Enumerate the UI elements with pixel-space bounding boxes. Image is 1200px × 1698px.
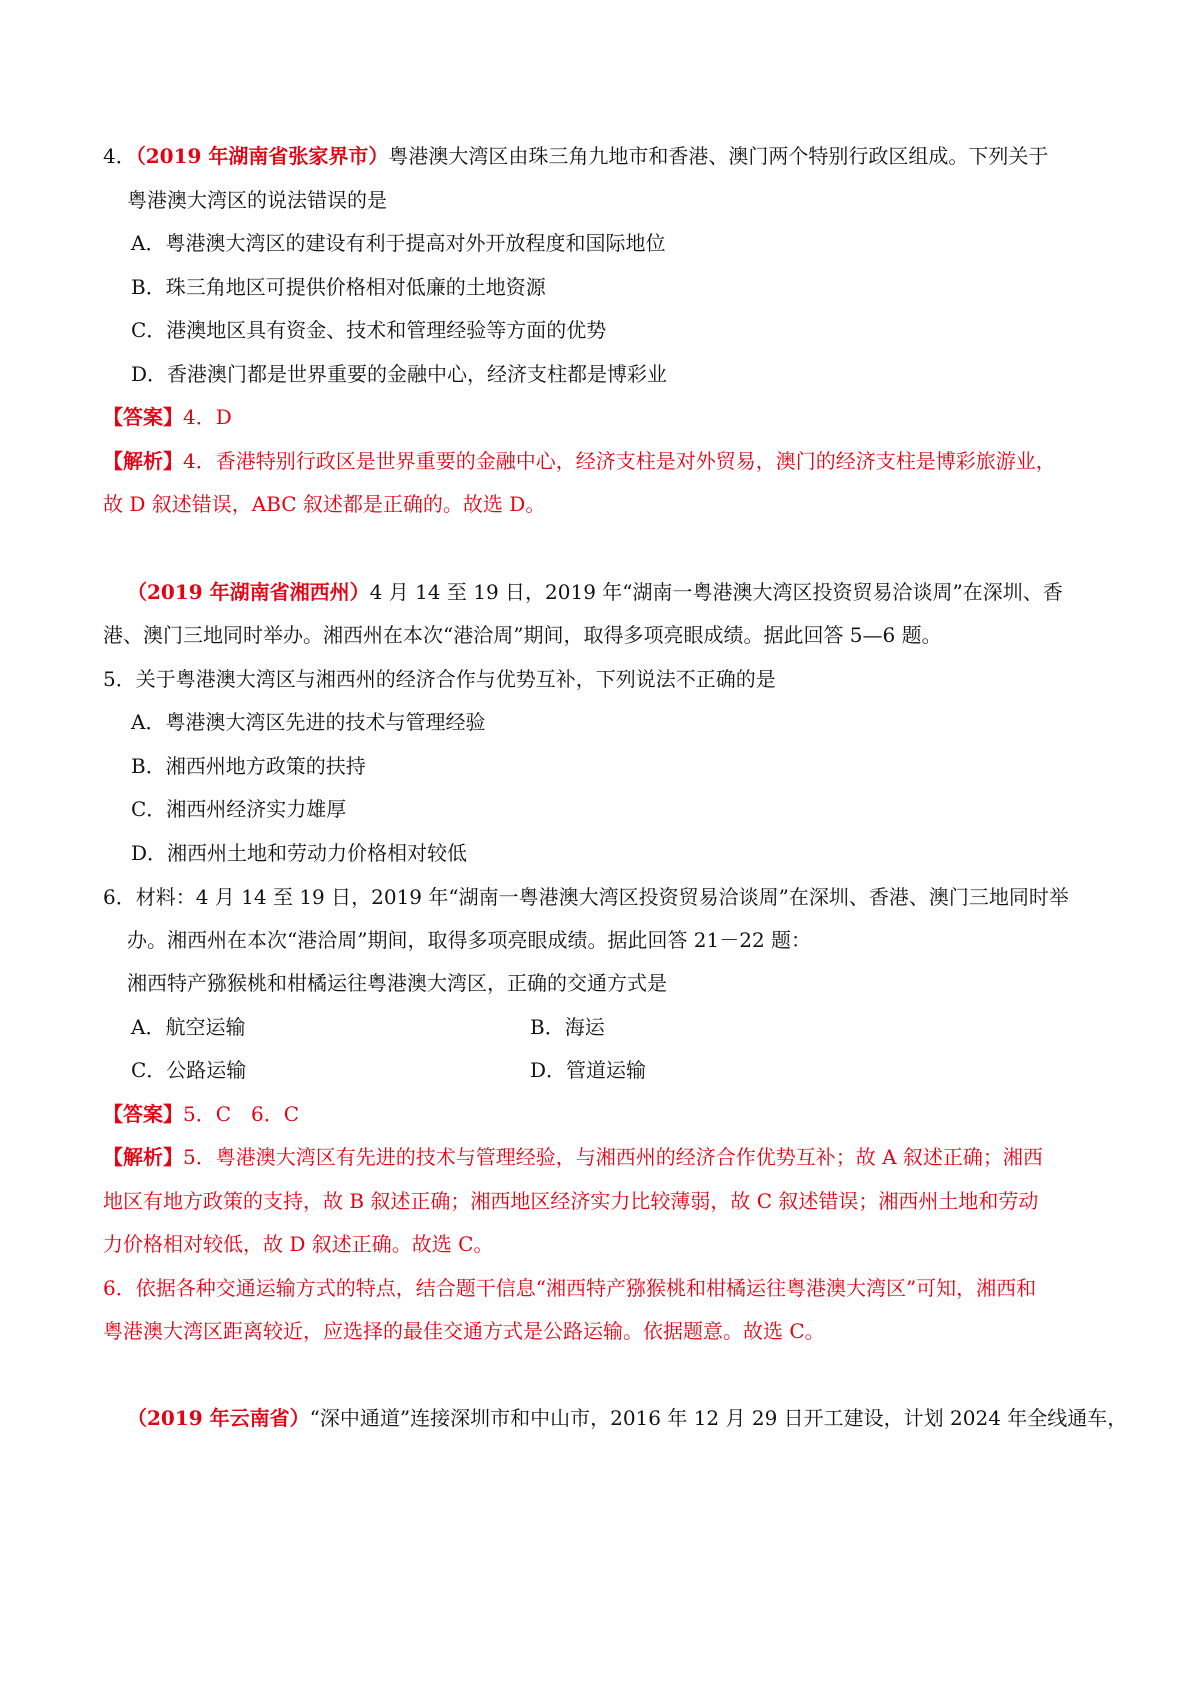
q4-answer-tag: 【答案】: [103, 405, 183, 429]
q6-stem-line-1: 6．材料：4 月 14 至 19 日，2019 年“湖南一粤港澳大湾区投资贸易洽谈周”在深圳、香港、澳门三地同时举: [103, 885, 1069, 909]
group56-intro-text: 4 月 14 至 19 日，2019 年“湖南一粤港澳大湾区投资贸易洽谈周”在深圳、香: [369, 580, 1063, 604]
q4-number: 4．: [103, 144, 136, 168]
q4-option-a: A．粤港澳大湾区的建设有利于提高对外开放程度和国际地位: [131, 231, 666, 255]
q4-analysis-tag: 【解析】: [103, 449, 183, 473]
q4-source: （2019 年湖南省张家界市）: [135, 144, 389, 168]
q4-analysis-line-2: 故 D 叙述错误，ABC 叙述都是正确的。故选 D。: [103, 492, 546, 516]
group56-intro-line-2: 港、澳门三地同时举办。湘西州在本次“港洽周”期间，取得多项亮眼成绩。据此回答 5—6 题。: [103, 623, 942, 647]
q6-option-b: B．海运: [530, 1015, 605, 1039]
group56-intro-line-1: [127, 578, 1063, 606]
q5-option-b: B．湘西州地方政策的扶持: [131, 754, 366, 778]
q5-option-c: C．湘西州经济实力雄厚: [131, 797, 347, 821]
q4-option-c: C．港澳地区具有资金、技术和管理经验等方面的优势: [131, 318, 607, 342]
q4-stem-text: 粤港澳大湾区由珠三角九地市和香港、澳门两个特别行政区组成。下列关于: [388, 144, 1049, 168]
q5-option-a: A．粤港澳大湾区先进的技术与管理经验: [131, 710, 486, 734]
q6-analysis-line-1: 6．依据各种交通运输方式的特点，结合题干信息“湘西特产猕猴桃和柑橘运往粤港澳大湾区”可知，湘西和: [103, 1276, 1037, 1300]
q6-option-a: A．航空运输: [131, 1015, 246, 1039]
q6-option-c: C．公路运输: [131, 1058, 247, 1082]
q6-stem-line-2: 办。湘西州在本次“港洽周”期间，取得多项亮眼成绩。据此回答 21－22 题：: [127, 928, 812, 952]
q4-option-d: D．香港澳门都是世界重要的金融中心，经济支柱都是博彩业: [131, 362, 668, 386]
q4-analysis-line-1: [103, 447, 1056, 475]
q5-analysis-text: 5．粤港澳大湾区有先进的技术与管理经验，与湘西州的经济合作优势互补；故 A 叙述正确；湘西: [183, 1145, 1043, 1169]
q6-option-d: D．管道运输: [530, 1058, 647, 1082]
group56-answer: [103, 1100, 299, 1128]
group56-analysis-tag: 【解析】: [103, 1145, 183, 1169]
next-intro-line-1: [127, 1404, 1127, 1432]
q5-analysis-line-3: 力价格相对较低，故 D 叙述正确。故选 C。: [103, 1232, 494, 1256]
group56-answer-tag: 【答案】: [103, 1102, 183, 1126]
q4-answer-value: 4．D: [183, 405, 232, 429]
q4-answer: [103, 403, 232, 431]
q4-analysis-text: 4．香港特别行政区是世界重要的金融中心，经济支柱是对外贸易，澳门的经济支柱是博彩旅游业，: [183, 449, 1056, 473]
q5-stem: 5．关于粤港澳大湾区与湘西州的经济合作与优势互补，下列说法不正确的是: [103, 667, 776, 691]
group56-answer-value: 5．C 6．C: [183, 1102, 300, 1126]
q4-stem-line-2: 粤港澳大湾区的说法错误的是: [127, 188, 387, 212]
q5-option-d: D．湘西州土地和劳动力价格相对较低: [131, 841, 468, 865]
q4-stem-line-1: [103, 142, 1048, 170]
q5-analysis-line-2: 地区有地方政策的支持，故 B 叙述正确；湘西地区经济实力比较薄弱，故 C 叙述错误；湘西州土地和劳动: [103, 1189, 1039, 1213]
next-intro-text: “深中通道”连接深圳市和中山市，2016 年 12 月 29 日开工建设，计划 2024 年全线通车，: [309, 1406, 1128, 1430]
group56-source: （2019 年湖南省湘西州）: [127, 580, 370, 604]
q5-analysis-line-1: [103, 1143, 1043, 1171]
q6-analysis-line-2: 粤港澳大湾区距离较近，应选择的最佳交通方式是公路运输。依据题意。故选 C。: [103, 1319, 825, 1343]
q4-option-b: B．珠三角地区可提供价格相对低廉的土地资源: [131, 275, 546, 299]
next-source: （2019 年云南省）: [127, 1406, 310, 1430]
q6-stem-line-3: 湘西特产猕猴桃和柑橘运往粤港澳大湾区，正确的交通方式是: [127, 971, 667, 995]
